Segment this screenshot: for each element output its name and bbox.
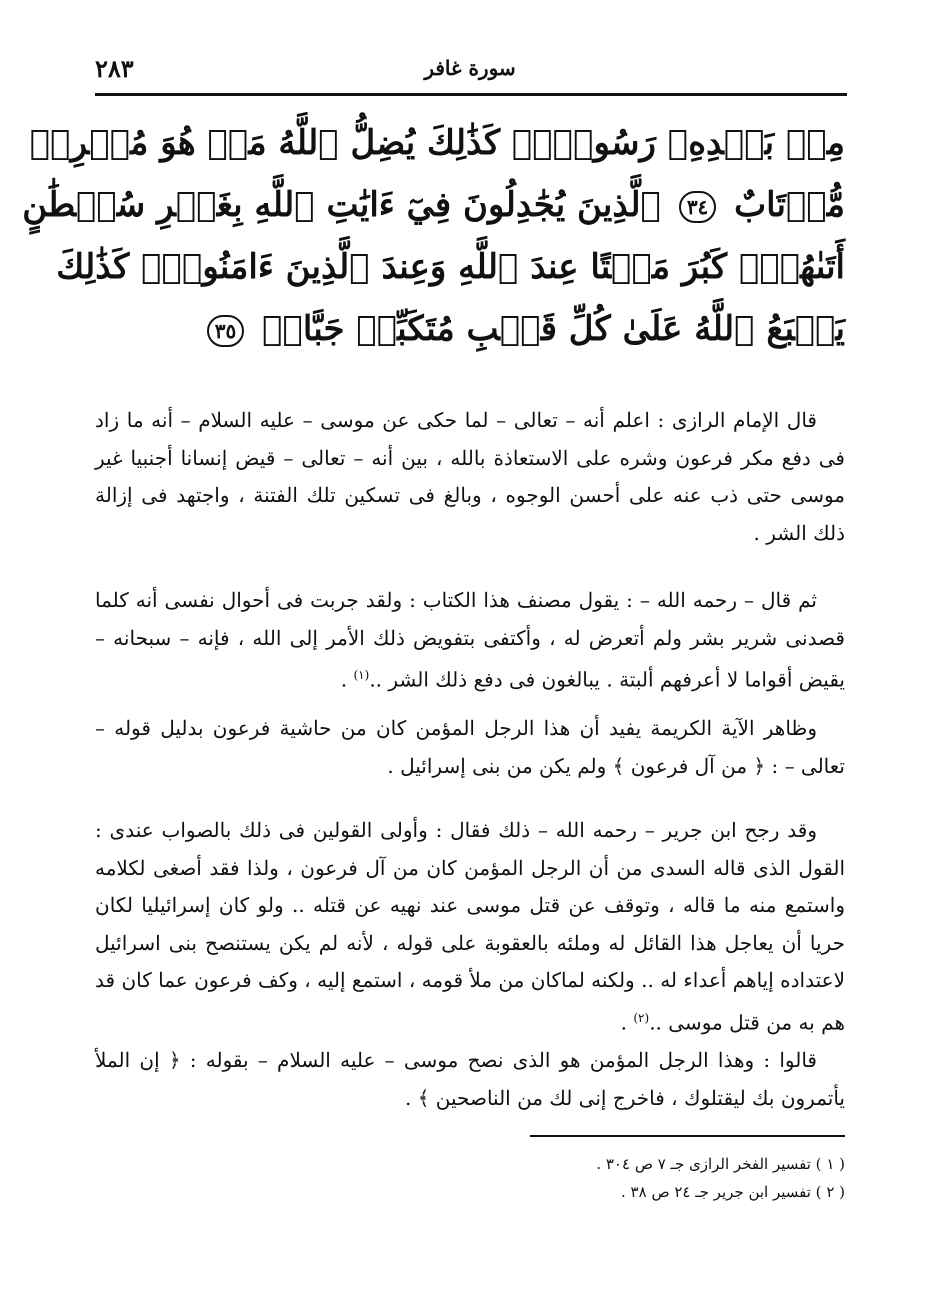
paragraph-end: . xyxy=(340,667,354,692)
header-divider xyxy=(95,93,847,96)
paragraph-text: قالوا : وهذا الرجل المؤمن هو الذى نصح موسى – عليه السلام – بقوله : ﴿ إن الملأ يأتمرون بك ليقتلوك ، فاخرج إنى لك من الناصحين ﴾ . xyxy=(95,1048,845,1110)
commentary-paragraph xyxy=(95,582,845,699)
footnote-reference: (١) xyxy=(353,668,370,682)
commentary-paragraph xyxy=(95,1042,845,1117)
footnote-divider xyxy=(530,1135,845,1137)
surah-title: سورة غافر xyxy=(424,56,516,80)
commentary-paragraph xyxy=(95,812,845,1042)
page-number: ٢٨٣ xyxy=(95,54,134,83)
quran-line: أَتَىٰهُمۡۖ كَبُرَ مَقۡتًا عِندَ ٱللَّهِ وَعِندَ ٱلَّذِينَ ءَامَنُواْۚ كَذَٰلِكَ xyxy=(56,247,845,287)
quran-line-text: ٱلَّذِينَ يُجَٰدِلُونَ فِيٓ ءَايَٰتِ ٱللَّهِ بِغَيۡرِ سُلۡطَٰنٍ xyxy=(22,185,661,225)
paragraph-text: قال الإمام الرازى : اعلم أنه – تعالى – لما حكى عن موسى – عليه السلام – أنه ما زاد فى دفع مكر فرعون وشره على الاستعاذة بالله ، بين أنه – تعالى – قيض إنسانا أجنبيا غير موسى حتى ذب عنه على أحسن الوجوه ، وبالغ فى تسكين تلك الفتنة ، واجتهد فى إزالة ذلك الشر . xyxy=(95,408,845,545)
commentary-paragraph xyxy=(95,402,845,552)
quran-verses xyxy=(22,112,845,360)
quran-line-text: يَطۡبَعُ ٱللَّهُ عَلَىٰ كُلِّ قَلۡبِ مُتَكَبِّرٖ جَبَّارٖ xyxy=(262,309,845,349)
footnote: ( ٢ ) تفسير ابن جرير جـ ٢٤ ص ٣٨ . xyxy=(621,1183,845,1201)
paragraph-text xyxy=(95,582,845,699)
quran-line: مِنۢ بَعۡدِهِۦ رَسُولٗاۚ كَذَٰلِكَ يُضِلُّ ٱللَّهُ مَنۡ هُوَ مُسۡرِفٞ xyxy=(29,123,845,163)
footnotes xyxy=(440,1150,845,1206)
footnote: ( ١ ) تفسير الفخر الرازى جـ ٧ ص ٣٠٤ . xyxy=(596,1155,845,1173)
paragraph-body: ثم قال – رحمه الله – : يقول مصنف هذا الكتاب : ولقد جربت فى أحوال نفسى أنه كلما قصدنى شرير بشر ولم أتعرض له ، وأكتفى بتفويض ذلك الأمر إلى الله ، فإنه – سبحانه – يقيض أقواما لا أعرفهم ألبتة . يبالغون فى دفع ذلك الشر .. xyxy=(95,588,845,692)
ayah-number-marker: ٣٥ xyxy=(207,315,244,347)
paragraph-end: . xyxy=(620,1010,634,1035)
quran-line xyxy=(22,174,845,236)
commentary-paragraph xyxy=(95,710,845,785)
paragraph-text xyxy=(95,812,845,1042)
ayah-number-marker: ٣٤ xyxy=(679,191,716,223)
page-header xyxy=(95,48,845,92)
quran-line-text: مُّرۡتَابٌ xyxy=(734,185,845,225)
paragraph-text: وظاهر الآية الكريمة يفيد أن هذا الرجل المؤمن كان من حاشية فرعون بدليل قوله – تعالى – : ﴿ من آل فرعون ﴾ ولم يكن من بنى إسرائيل . xyxy=(95,716,845,778)
quran-line xyxy=(110,298,845,360)
footnote-reference: (٢) xyxy=(633,1010,650,1025)
paragraph-body: وقد رجح ابن جرير – رحمه الله – ذلك فقال : وأولى القولين فى ذلك بالصواب عندى : القول الذى قاله السدى من أن الرجل المؤمن كان من آل فرعون ، ولذا فقد أصغى لكلامه واستمع منه ما قاله ، وتوقف عن قتل موسى عند نهيه عن قتله .. ولو كان إسرائيليا لكان حريا أن يعاجل هذا القائل له وملئه بالعقوبة على قوله ، لأنه لم يكن يستنصح بنى اسرائيل لاعتداده إياهم أعداء له .. ولكنه لماكان من ملأ قومه ، استمع إليه ، وكف فرعون عما كان قد هم به من قتل موسى .. xyxy=(95,818,845,1035)
